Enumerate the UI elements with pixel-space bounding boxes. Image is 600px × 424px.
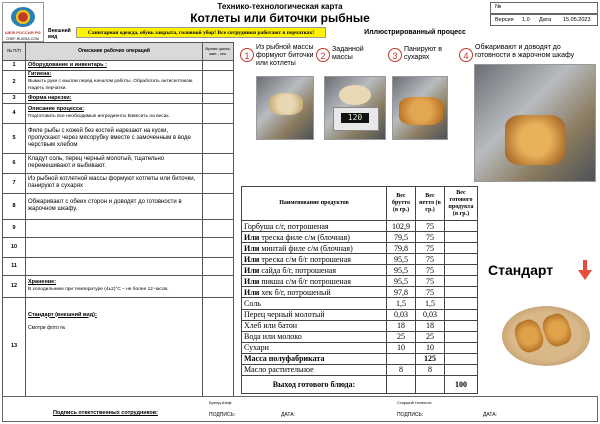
table-row <box>242 331 478 342</box>
ingredient-label: Хлеб или батон <box>244 321 298 331</box>
number-box <box>490 2 598 14</box>
row-no: 9 <box>3 219 26 237</box>
col-no: № П/П <box>3 43 26 61</box>
table-row <box>242 287 478 298</box>
ingredient-name <box>242 298 387 309</box>
ingredient-prefix: Или <box>244 254 260 264</box>
ingredient-name <box>242 221 387 232</box>
ingredient-net: 25 <box>416 331 445 342</box>
row-no: 5 <box>3 123 26 153</box>
row-text: Смотри фото № <box>28 324 66 331</box>
ingredient-prefix: Или <box>244 265 260 275</box>
ingredient-name <box>242 342 387 353</box>
row-time <box>203 61 234 71</box>
table-row <box>3 193 234 219</box>
ingredient-name <box>242 287 387 298</box>
row-time <box>203 123 234 153</box>
ingredient-gross: 1,5 <box>387 298 416 309</box>
ingredient-label: сайда б/г, потрошеная <box>259 265 337 275</box>
responsible-label: Подпись ответственных сотрудников: <box>53 410 158 416</box>
ingredient-prefix: Или <box>244 232 260 242</box>
ingredient-gross: 18 <box>387 320 416 331</box>
row-text: Подготовить все необходимые ингредиенты Взвесить на весах. <box>28 113 171 119</box>
table-row <box>242 320 478 331</box>
table-row <box>242 254 478 265</box>
ingredient-name <box>242 254 387 265</box>
notice-banner: Санитарная одежда, обувь закрыта, головной убор! Все сотрудники работают в перчатках! <box>76 27 326 38</box>
chef-date-label: ДАТА: <box>281 412 295 418</box>
scale-display: 120 <box>341 113 369 123</box>
ingredient-label: Вода или молоко <box>244 332 302 342</box>
table-row <box>3 71 234 94</box>
yield-row <box>242 376 478 394</box>
table-row <box>242 265 478 276</box>
row-time <box>203 219 234 237</box>
ingredient-label: пикша с/м б/г потрошеная <box>259 276 351 286</box>
ingredient-net: 75 <box>416 243 445 254</box>
ingredient-gross: 95,5 <box>387 254 416 265</box>
step-4-caption: Обжаривают и доводят до готовности в жарочном шкафу <box>475 44 575 59</box>
step-2-number: 2 <box>316 48 330 62</box>
ingredient-out <box>445 309 478 320</box>
version-label: Версия <box>495 17 514 23</box>
row-desc <box>26 61 203 71</box>
row-time <box>203 71 234 94</box>
oil-out <box>445 364 478 375</box>
table-row <box>3 123 234 153</box>
ingredient-net: 75 <box>416 276 445 287</box>
senior-label: Старший технолог: <box>397 400 433 405</box>
table-row <box>3 153 234 173</box>
ingredient-prefix: Или <box>244 287 260 297</box>
row-time <box>203 93 234 103</box>
ingredient-out <box>445 276 478 287</box>
chef-sign-label: ПОДПИСЬ: <box>209 412 236 418</box>
table-row <box>3 219 234 237</box>
row-title: Форма нарезки: <box>28 94 72 101</box>
row-no: 13 <box>3 297 26 396</box>
logo-mark <box>11 7 35 27</box>
step-1-number: 1 <box>240 48 254 62</box>
ingredient-net: 10 <box>416 342 445 353</box>
table-row <box>3 61 234 71</box>
ingredient-net: 75 <box>416 232 445 243</box>
ingredient-out <box>445 320 478 331</box>
ingredient-out <box>445 243 478 254</box>
ingredient-out <box>445 265 478 276</box>
ingredient-out <box>445 342 478 353</box>
row-no: 4 <box>3 103 26 123</box>
row-time <box>203 237 234 257</box>
semi-label: Масса полуфабриката <box>242 353 387 364</box>
ingredient-name <box>242 265 387 276</box>
logo <box>2 2 44 42</box>
col-time: Время цикла, мин., сек. <box>203 43 234 61</box>
ingredient-label: хек б/г, потрошеный <box>259 287 331 297</box>
table-row <box>3 173 234 193</box>
row-desc: Филе рыбы с кожей без костей нарезают на куски, пропускают через мясорубку вместе с замоченным в воде черствым хлебом <box>26 123 203 153</box>
table-row <box>3 257 234 275</box>
ingredient-out <box>445 221 478 232</box>
ingredient-name <box>242 243 387 254</box>
arrow-down-icon <box>578 260 592 280</box>
senior-sign-label: ПОДПИСЬ: <box>397 412 424 418</box>
ingredient-label: треска с/м б/г потрошеная <box>259 254 351 264</box>
row-desc <box>26 257 203 275</box>
step-3-number: 3 <box>388 48 402 62</box>
ingredient-prefix: Или <box>244 276 260 286</box>
table-row <box>3 103 234 123</box>
table-row <box>3 237 234 257</box>
ingredient-label: Соль <box>244 298 261 308</box>
ingredient-out <box>445 331 478 342</box>
step-3-photo <box>392 76 448 140</box>
step-4-photo <box>474 64 596 182</box>
head-out: Вес готового продукта (в гр.) <box>445 187 478 221</box>
ingredient-net: 1,5 <box>416 298 445 309</box>
footer <box>2 396 598 422</box>
ingredient-prefix: Или <box>244 243 260 253</box>
row-time <box>203 297 234 396</box>
step-3-caption: Панируют в сухарях <box>404 46 442 61</box>
chef-label: Бренд-Шеф: <box>209 400 233 405</box>
row-desc <box>26 297 203 396</box>
semi-gross <box>387 353 416 364</box>
step-4-number: 4 <box>459 48 473 62</box>
col-desc: Описание рабочих операций <box>26 43 203 61</box>
row-time <box>203 153 234 173</box>
ingredient-name <box>242 309 387 320</box>
semi-row <box>242 353 478 364</box>
ingredient-gross: 95,5 <box>387 265 416 276</box>
head-net: Вес нетто (в гр.) <box>416 187 445 221</box>
ingredient-name <box>242 320 387 331</box>
table-row <box>242 232 478 243</box>
ingredient-out <box>445 298 478 309</box>
date-value: 15.05.2023 <box>563 17 591 23</box>
row-desc <box>26 103 203 123</box>
row-no: 7 <box>3 173 26 193</box>
ingredient-gross: 25 <box>387 331 416 342</box>
ingredient-net: 75 <box>416 287 445 298</box>
ingredient-gross: 97,8 <box>387 287 416 298</box>
row-no: 12 <box>3 275 26 297</box>
row-desc: Кладут соль, перец черный молотый, тщательно перемешивают и выбивают. <box>26 153 203 173</box>
version-box <box>490 14 598 26</box>
senior-date-label: ДАТА: <box>483 412 497 418</box>
date-label: Дата <box>539 17 552 23</box>
ingredient-net: 18 <box>416 320 445 331</box>
table-row <box>242 276 478 287</box>
ingredient-gross: 95,5 <box>387 276 416 287</box>
oil-row <box>242 364 478 375</box>
row-desc: Обжаривают с обеих сторон и доводят до готовности в жарочном шкафу. <box>26 193 203 219</box>
row-desc <box>26 71 203 94</box>
row-desc <box>26 275 203 297</box>
ingredient-label: Горбуша с/г, потрошеная <box>244 221 329 231</box>
ingredient-name <box>242 276 387 287</box>
ingredient-gross: 0,03 <box>387 309 416 320</box>
oil-net: 8 <box>416 364 445 375</box>
row-time <box>203 275 234 297</box>
ingredient-net: 75 <box>416 221 445 232</box>
ingredient-label: минтай филе с/м (блочная) <box>259 243 353 253</box>
ingredient-label: Перец черный молотый <box>244 310 325 320</box>
row-desc <box>26 219 203 237</box>
semi-out <box>445 353 478 364</box>
ingredient-out <box>445 287 478 298</box>
ingredient-net: 0,03 <box>416 309 445 320</box>
step-1-caption: Из рыбной массы формуют биточки или котлеты <box>256 44 314 67</box>
operations-table <box>2 42 234 397</box>
ingredient-name <box>242 331 387 342</box>
yield-label: Выход готового блюда: <box>242 376 387 394</box>
row-no: 11 <box>3 257 26 275</box>
row-desc <box>26 237 203 257</box>
table-row <box>242 298 478 309</box>
standard-photo <box>498 294 594 374</box>
row-time <box>203 193 234 219</box>
row-title: Хранение: <box>28 279 57 285</box>
ingredient-out <box>445 232 478 243</box>
logo-sub: CHEF-RUSSIA.COM <box>6 37 39 41</box>
illustrated-label: Иллюстрированный процесс <box>364 29 466 36</box>
standard-label: Стандарт <box>488 262 554 278</box>
ingredient-net: 75 <box>416 254 445 265</box>
version-value: 1.0 <box>522 17 530 23</box>
row-no: 3 <box>3 93 26 103</box>
table-row <box>242 243 478 254</box>
table-row <box>242 342 478 353</box>
row-no: 6 <box>3 153 26 173</box>
row-no: 10 <box>3 237 26 257</box>
logo-text: ШЕФ.РОССИЯ.РФ <box>5 30 41 35</box>
row-title: Описание процесса: <box>28 106 84 112</box>
ingredient-gross: 79,5 <box>387 232 416 243</box>
table-row <box>242 309 478 320</box>
row-no: 8 <box>3 193 26 219</box>
card-type: Технико-технологическая карта <box>217 2 343 11</box>
oil-gross: 8 <box>387 364 416 375</box>
table-row <box>242 221 478 232</box>
semi-net: 125 <box>416 353 445 364</box>
row-text: В холодильнике при температуре (4±2)°С – не более 12 часов. <box>28 286 169 292</box>
ingredient-gross: 10 <box>387 342 416 353</box>
step-2-caption: Заданной массы <box>332 46 364 61</box>
ingredient-label: Сухари <box>244 343 269 353</box>
ingredients-table <box>241 186 478 394</box>
appearance-label: Внешний вид <box>48 28 71 40</box>
row-no: 1 <box>3 61 26 71</box>
page-title: Котлеты или биточки рыбные <box>190 11 370 25</box>
table-row <box>3 275 234 297</box>
yield-net <box>416 376 445 394</box>
ingredient-net: 75 <box>416 265 445 276</box>
ingredient-label: треска филе с/м (блочная) <box>259 232 350 242</box>
row-title: Гигиена: <box>28 71 52 77</box>
row-no: 2 <box>3 71 26 94</box>
row-text: Вымыть руки с мылом перед началом работы. Обработать антисептиком. Надеть перчатки. <box>28 78 194 91</box>
ingredient-gross: 102,9 <box>387 221 416 232</box>
head-gross: Вес брутто (в гр.) <box>387 187 416 221</box>
step-1-photo <box>256 76 314 140</box>
row-desc: Из рыбной котлетной массы формуют котлеты или биточки, панируют в сухарях <box>26 173 203 193</box>
head-name: Наименование продуктов <box>242 187 387 221</box>
row-desc <box>26 93 203 103</box>
oil-name: Масло растительное <box>242 364 387 375</box>
row-time <box>203 257 234 275</box>
step-2-photo <box>324 76 386 140</box>
number-label: № <box>495 4 502 10</box>
row-time <box>203 103 234 123</box>
row-title: Стандарт (внешний вид): <box>28 311 97 318</box>
row-title: Оборудование и инвентарь : <box>28 62 107 69</box>
table-row <box>3 297 234 396</box>
ingredient-out <box>445 254 478 265</box>
table-row <box>3 93 234 103</box>
ingredient-gross: 79,8 <box>387 243 416 254</box>
yield-value: 100 <box>445 376 478 394</box>
row-time <box>203 173 234 193</box>
ingredient-name <box>242 232 387 243</box>
yield-gross <box>387 376 416 394</box>
